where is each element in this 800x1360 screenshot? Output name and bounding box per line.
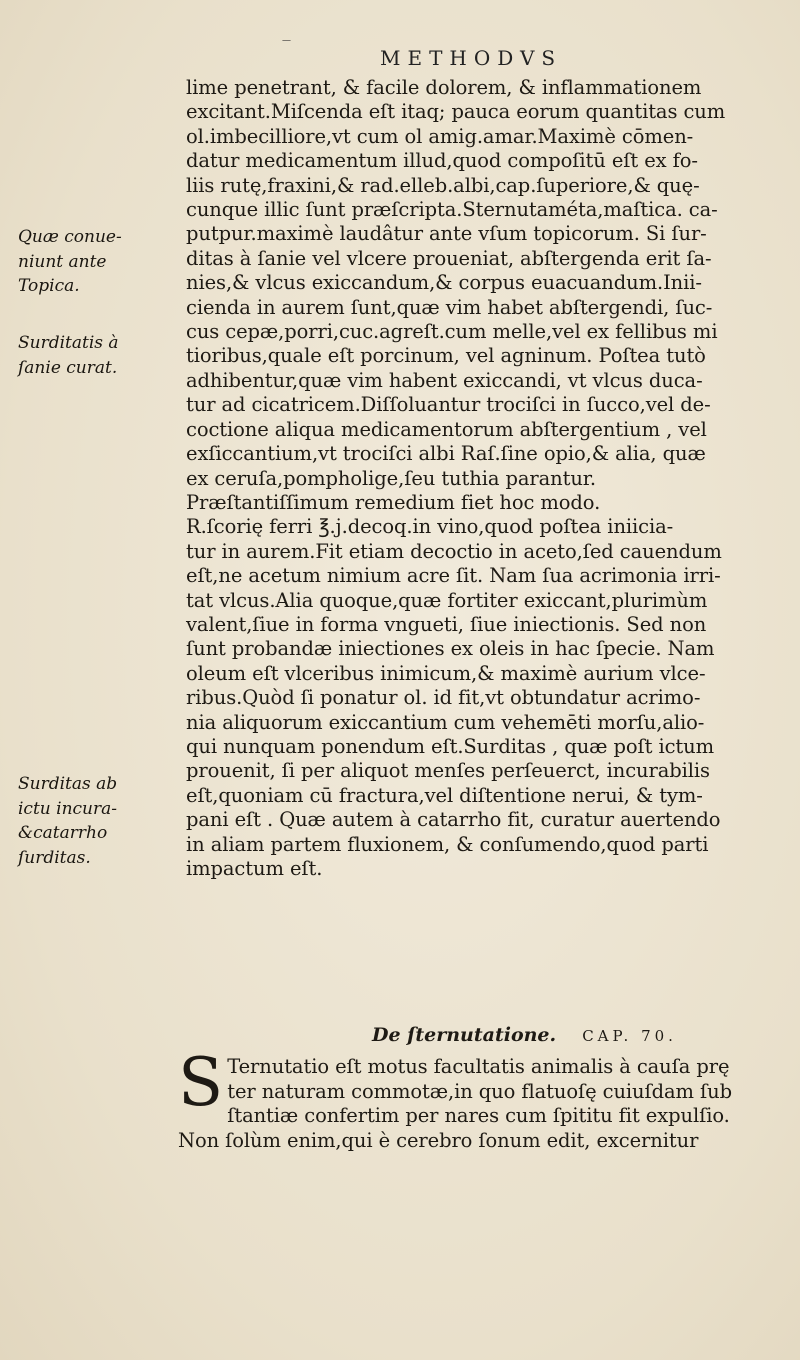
text-line: cienda in aurem ſunt,quæ vim habet abſtergendi, ſuc- — [186, 295, 713, 319]
margin-note-line: Topica. — [18, 276, 80, 296]
main-text-body — [186, 76, 786, 881]
text-line: cus cepæ,porri,cuc.agreſt.cum melle,vel ex fellibus mi — [186, 320, 718, 344]
text-line: coctione aliqua medicamentorum abſtergentium , vel — [186, 417, 707, 441]
margin-note-topica — [18, 225, 188, 299]
chapter-line: ter naturam commotæ,in quo flatuoſę cuiuſdam ſub — [227, 1079, 732, 1103]
text-line: prouenit, ſi per aliquot menſes perſeuerct, incurabilis — [186, 759, 710, 783]
text-line: ex ceruſa,pompholige,ſeu tuthia parantur. — [186, 466, 596, 490]
margin-note-line: niunt ante — [18, 251, 107, 272]
text-line: tur ad cicatricem.Diſſoluantur trociſci in ſucco,vel de- — [186, 393, 711, 417]
margin-note-surditas-ictu — [18, 772, 188, 870]
margin-note-line: Surditatis à — [18, 333, 119, 353]
text-line: adhibentur,quæ vim habent exiccandi, vt vlcus duca- — [186, 368, 703, 392]
top-mark: — — [282, 36, 291, 46]
text-line: qui nunquam ponendum eſt.Surditas , quæ poſt ictum — [186, 734, 715, 758]
text-line: nies,& vlcus exiccandum,& corpus euacuandum.Inii- — [186, 271, 702, 295]
text-line: ſunt probandæ iniectiones ex oleis in hac ſpecie. Nam — [186, 637, 715, 661]
text-line: tioribus,quale eſt porcinum, vel agninum. Poſtea tutò — [186, 344, 706, 368]
text-line: eſt,quoniam cū fractura,vel diſtentione nerui, & tym- — [186, 783, 703, 807]
chapter-body — [178, 1044, 790, 1153]
text-line: eſt,ne acetum nimium acre ſit. Nam ſua acrimonia irri- — [186, 564, 721, 588]
text-line: valent,ſiue in forma vngueti, ſiue iniectionis. Sed non — [186, 612, 707, 636]
margin-note-line: ſanie curat. — [18, 357, 118, 378]
text-line: pani eſt . Quæ autem à catarrho fit, curatur auertendo — [186, 808, 721, 832]
text-line: cunque illic ſunt præſcripta.Sternutaméta,maſtica. ca- — [186, 198, 718, 222]
chapter-line: Ternutatio eſt motus facultatis animalis à cauſa prę — [227, 1055, 730, 1078]
chapter-line: Non ſolùm enim,qui è cerebro ſonum edit, excernitur — [178, 1128, 699, 1152]
text-line: putpur.maximè laudâtur ante vſum topicorum. Si ſur- — [186, 222, 707, 246]
margin-note-line: Surditas ab — [18, 774, 118, 794]
drop-cap: S — [178, 1044, 224, 1121]
text-line: R.ſcorię ferri ℥.j.decoq.in vino,quod poſtea iniicia- — [186, 515, 674, 539]
margin-note-line: ictu incura- — [18, 798, 118, 819]
text-line: ditas à ſanie vel vlcere proueniat, abſtergenda erit ſa- — [186, 246, 712, 270]
text-line: nia aliquorum exiccantium cum vehemēti morſu,alio- — [186, 710, 705, 734]
text-line: ol.imbecilliore,vt cum ol amig.amar.Maximè cōmen- — [186, 124, 694, 148]
running-head: METHODVS — [380, 46, 563, 70]
margin-note-line: &catarrho — [18, 823, 108, 843]
chapter-number: CAP. 70. — [582, 1027, 677, 1045]
text-line: Præſtantiſſimum remedium fiet hoc modo. — [186, 490, 601, 514]
text-line: lime penetrant, & facile dolorem, & inflammationem — [186, 76, 702, 99]
chapter-heading — [372, 1024, 677, 1046]
text-line: excitant.Miſcenda eſt itaq; pauca eorum quantitas cum — [186, 100, 726, 124]
text-line: tat vlcus.Alia quoque,quæ fortiter exiccant,plurimùm — [186, 588, 708, 612]
text-line: ribus.Quòd ſi ponatur ol. id fit,vt obtundatur acrimo- — [186, 686, 701, 710]
text-line: in aliam partem fluxionem, & conſumendo,quod parti — [186, 832, 709, 856]
text-line: oleum eſt vlceribus inimicum,& maximè aurium vlce- — [186, 661, 706, 685]
text-line: impactum eſt. — [186, 857, 323, 880]
margin-note-surditas-sanie — [18, 331, 188, 380]
text-line: datur medicamentum illud,quod compoſitū eſt ex fo- — [186, 149, 698, 173]
chapter-line: ſtantiæ confertim per nares cum ſpititu fit expulſio. — [227, 1104, 730, 1128]
text-line: exſiccantium,vt trociſci albi Raſ.ſine opio,& alia, quæ — [186, 442, 706, 466]
margin-note-line: Quæ conue- — [18, 227, 122, 247]
text-line: tur in aurem.Fit etiam decoctio in aceto,ſed cauendum — [186, 539, 722, 563]
chapter-title: De ſternutatione. — [372, 1024, 557, 1046]
margin-note-line: ſurditas. — [18, 847, 91, 868]
text-line: liis rutę,fraxini,& rad.elleb.albi,cap.ſuperiore,& quę- — [186, 173, 700, 197]
